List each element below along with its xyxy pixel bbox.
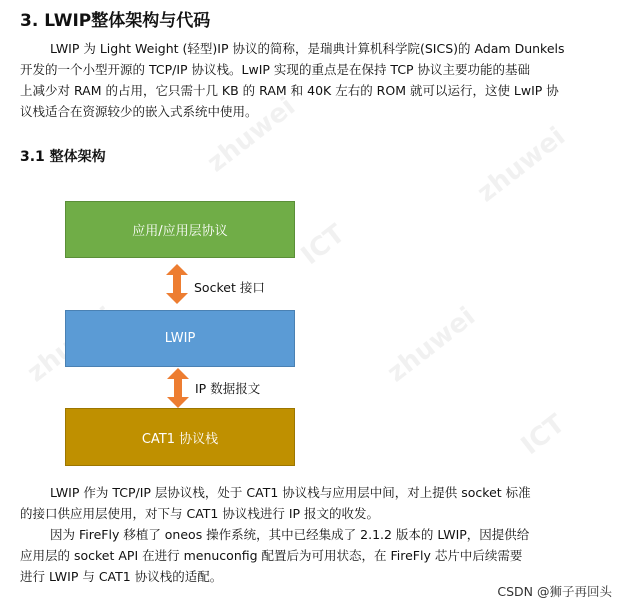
intro-line-1: LWIP 为 Light Weight (轻型)IP 协议的简称，是瑞典计算机科学院(SICS)的 Adam Dunkels bbox=[50, 41, 565, 56]
watermark: zhuwei bbox=[381, 301, 482, 389]
intro-line-4: 议栈适合在资源较少的嵌入式系统中使用。 bbox=[20, 104, 258, 119]
watermark: zhuwei bbox=[201, 91, 302, 179]
intro-paragraph bbox=[20, 38, 595, 122]
body-paragraph bbox=[20, 482, 595, 587]
socket-arrow-icon bbox=[165, 264, 189, 304]
ip-arrow-icon bbox=[166, 368, 190, 408]
body-line-1: LWIP 作为 TCP/IP 层协议栈，处于 CAT1 协议栈与应用层中间，对上提供 socket 标准 bbox=[50, 485, 531, 500]
application-layer-box: 应用/应用层协议 bbox=[65, 201, 295, 258]
body-line-4: 应用层的 socket API 在进行 menuconfig 配置后为可用状态，在 FireFly 芯片中后续需要 bbox=[20, 548, 523, 563]
body-line-2: 的接口供应用层使用，对下与 CAT1 协议栈进行 IP 报文的收发。 bbox=[20, 506, 380, 521]
ip-datagram-label: IP 数据报文 bbox=[195, 381, 261, 396]
watermark: zhuwei bbox=[471, 121, 572, 209]
section-heading: 3. LWIP整体架构与代码 bbox=[20, 11, 211, 31]
watermark: ICT bbox=[295, 218, 351, 272]
body-line-3: 因为 FireFly 移植了 oneos 操作系统，其中已经集成了 2.1.2 版本的 LWIP，因提供给 bbox=[50, 527, 530, 542]
lwip-box: LWIP bbox=[65, 310, 295, 367]
watermark: ICT bbox=[515, 408, 571, 462]
csdn-footer-watermark: CSDN @狮子再回头 bbox=[497, 584, 612, 599]
socket-interface-label: Socket 接口 bbox=[194, 280, 265, 295]
subsection-heading: 3.1 整体架构 bbox=[20, 149, 106, 165]
cat1-stack-box: CAT1 协议栈 bbox=[65, 408, 295, 466]
intro-line-3: 上减少对 RAM 的占用，它只需十几 KB 的 RAM 和 40K 左右的 ROM 就可以运行，这使 LwIP 协 bbox=[20, 83, 559, 98]
intro-line-2: 开发的一个小型开源的 TCP/IP 协议栈。LwIP 实现的重点是在保持 TCP 协议主要功能的基础 bbox=[20, 62, 531, 77]
body-line-5: 进行 LWIP 与 CAT1 协议栈的适配。 bbox=[20, 569, 223, 584]
